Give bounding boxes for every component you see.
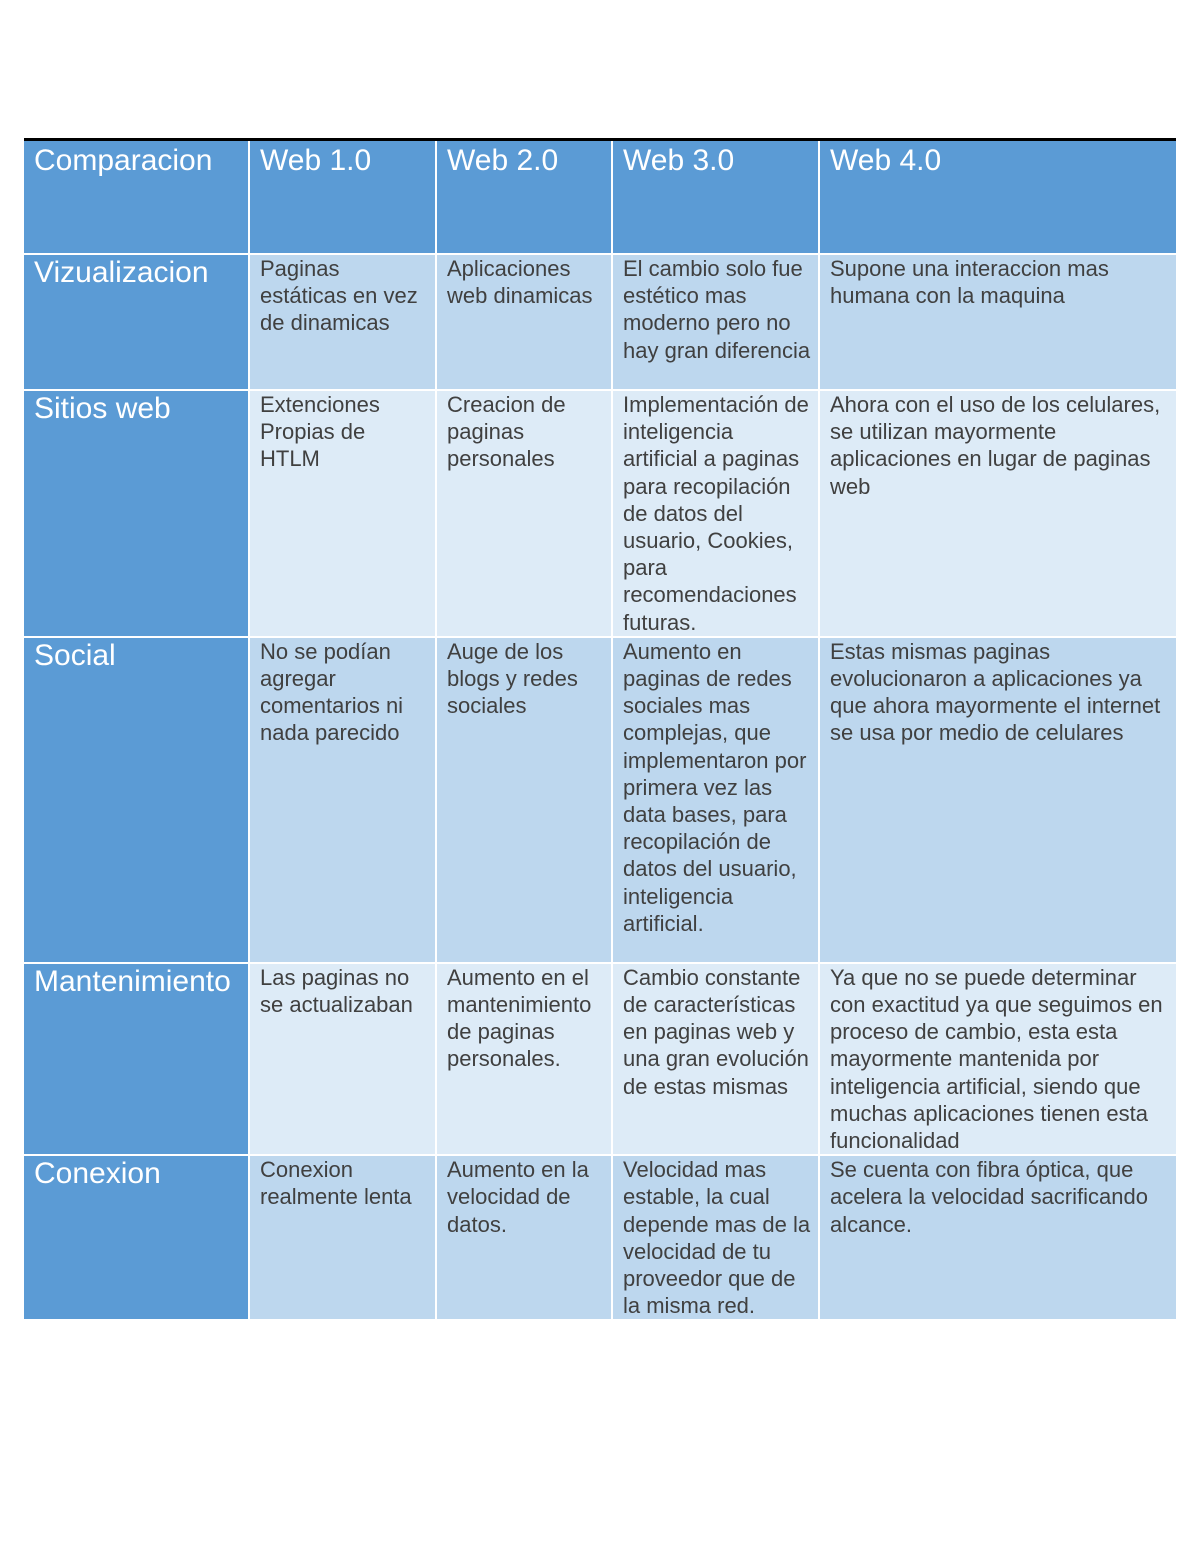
table-cell: El cambio solo fue estético mas moderno pero no hay gran diferencia <box>612 254 819 390</box>
table-cell: Implementación de inteligencia artificial a paginas para recopilación de datos del usuario, Cookies, para recomendaciones futuras. <box>612 390 819 637</box>
header-cell-web-1: Web 1.0 <box>249 140 436 255</box>
table-cell: Supone una interaccion mas humana con la maquina <box>819 254 1176 390</box>
table-cell: Aplicaciones web dinamicas <box>436 254 612 390</box>
table-cell: Cambio constante de características en paginas web y una gran evolución de estas mismas <box>612 963 819 1155</box>
table-cell: Aumento en el mantenimiento de paginas personales. <box>436 963 612 1155</box>
table-cell: Extenciones Propias de HTLM <box>249 390 436 637</box>
table-row-conexion <box>24 1155 1176 1320</box>
header-cell-web-4: Web 4.0 <box>819 140 1176 255</box>
table-cell: Las paginas no se actualizaban <box>249 963 436 1155</box>
table-cell: Ahora con el uso de los celulares, se utilizan mayormente aplicaciones en lugar de paginas web <box>819 390 1176 637</box>
header-cell-web-3: Web 3.0 <box>612 140 819 255</box>
comparison-table <box>24 138 1176 1321</box>
table-row-vizualizacion <box>24 254 1176 390</box>
table-cell: Auge de los blogs y redes sociales <box>436 637 612 963</box>
table-cell: Aumento en paginas de redes sociales mas complejas, que implementaron por primera vez las data bases, para recopilación de datos del usuario, inteligencia artificial. <box>612 637 819 963</box>
table-cell: Velocidad mas estable, la cual depende mas de la velocidad de tu proveedor que de la misma red. <box>612 1155 819 1320</box>
row-label-sitios-web: Sitios web <box>24 390 249 637</box>
header-cell-web-2: Web 2.0 <box>436 140 612 255</box>
row-label-mantenimiento: Mantenimiento <box>24 963 249 1155</box>
row-label-social: Social <box>24 637 249 963</box>
table-header-row <box>24 140 1176 255</box>
table-cell: Creacion de paginas personales <box>436 390 612 637</box>
header-cell-comparacion: Comparacion <box>24 140 249 255</box>
table-cell: Estas mismas paginas evolucionaron a aplicaciones ya que ahora mayormente el internet se usa por medio de celulares <box>819 637 1176 963</box>
row-label-vizualizacion: Vizualizacion <box>24 254 249 390</box>
table-cell: Aumento en la velocidad de datos. <box>436 1155 612 1320</box>
table-cell: Conexion realmente lenta <box>249 1155 436 1320</box>
table-row-mantenimiento <box>24 963 1176 1155</box>
table-cell: No se podían agregar comentarios ni nada parecido <box>249 637 436 963</box>
table-cell: Ya que no se puede determinar con exactitud ya que seguimos en proceso de cambio, esta esta mayormente mantenida por inteligencia artificial, siendo que muchas aplicaciones tienen esta funcionalidad <box>819 963 1176 1155</box>
row-label-conexion: Conexion <box>24 1155 249 1320</box>
table-cell: Paginas estáticas en vez de dinamicas <box>249 254 436 390</box>
table-cell: Se cuenta con fibra óptica, que acelera la velocidad sacrificando alcance. <box>819 1155 1176 1320</box>
table-row-social <box>24 637 1176 963</box>
table-row-sitios-web <box>24 390 1176 637</box>
